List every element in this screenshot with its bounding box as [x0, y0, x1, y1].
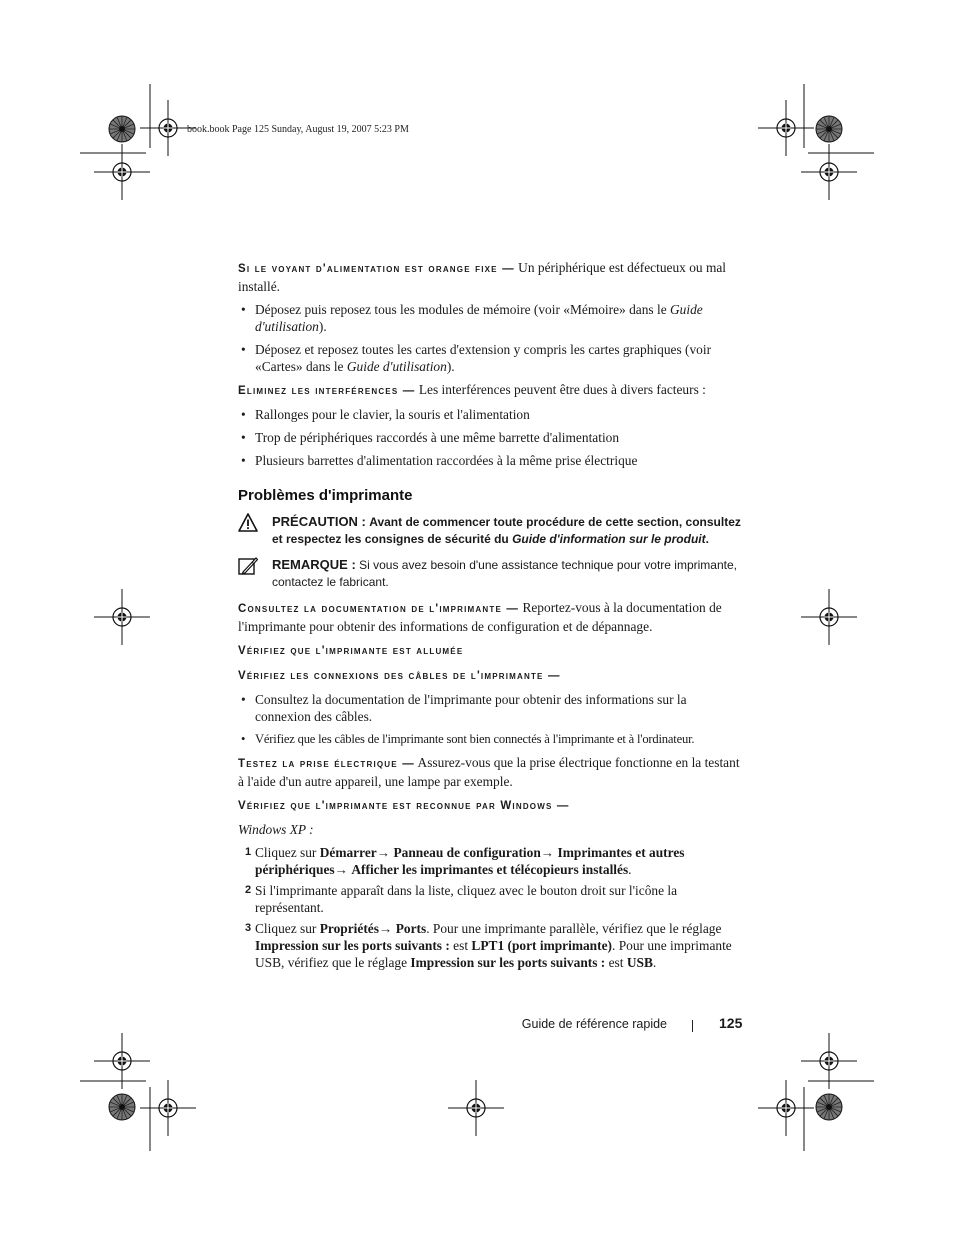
section-title: Problèmes d'imprimante	[238, 487, 413, 504]
page-body	[238, 259, 743, 975]
interference-list	[238, 406, 743, 469]
caution-notice: PRÉCAUTION : Avant de commencer toute procédure de cette section, consultez et respectez les consignes de sécurité du Guide d'information sur le produit.	[238, 513, 743, 548]
test-outlet-paragraph: Testez la prise électrique — Assurez-vous que la prise électrique fonctionne en la testant à l'aide d'un autre appareil, une lampe par exemple.	[238, 755, 740, 789]
windows-steps	[238, 844, 743, 971]
windows-paragraph	[238, 796, 743, 815]
check-cables-heading: Vérifiez les connexions des câbles de l'imprimante —	[238, 670, 561, 682]
os-label: Windows XP :	[238, 822, 314, 837]
list-item: • Déposez puis reposez tous les modules de mémoire (voir «Mémoire» dans le Guide d'utilisation).	[238, 301, 743, 335]
consult-heading: Consultez la documentation de l'imprimante —	[238, 603, 520, 615]
step-item: 3 Cliquez sur Propriétés→ Ports. Pour une imprimante parallèle, vérifiez que le réglage Impression sur les ports suivants : est LPT1 (port imprimante). Pour une imprimante USB, vérifiez que le réglage Impression sur les ports suivants : est USB.	[245, 921, 732, 970]
power-light-paragraph: Si le voyant d'alimentation est orange fixe — Un périphérique est défectueux ou mal installé.	[238, 260, 727, 294]
print-header: book.book Page 125 Sunday, August 19, 2007 5:23 PM	[187, 124, 409, 135]
interference-paragraph: Eliminez les interférences — Les interférences peuvent être dues à divers facteurs :	[238, 382, 706, 397]
interference-heading: Eliminez les interférences —	[238, 385, 416, 397]
pencil-note-icon	[238, 556, 258, 576]
check-on-heading: Vérifiez que l'imprimante est allumée	[238, 645, 464, 657]
footer-guide-title: Guide de référence rapide	[521, 1017, 667, 1031]
windows-heading: Vérifiez que l'imprimante est reconnue par Windows —	[238, 800, 570, 812]
note-notice: REMARQUE : Si vous avez besoin d'une assistance technique pour votre imprimante, contactez le fabricant.	[238, 556, 743, 591]
list-item: • Déposez et reposez toutes les cartes d'extension y compris les cartes graphiques (voir «Cartes» dans le Guide d'utilisation).	[238, 341, 743, 375]
list-item: • Trop de périphériques raccordés à une même barrette d'alimentation	[238, 429, 743, 446]
list-item: • Vérifiez que les câbles de l'imprimante sont bien connectés à l'imprimante et à l'ordinateur.	[238, 731, 743, 748]
consult-paragraph: Consultez la documentation de l'imprimante — Reportez-vous à la documentation de l'imprimante pour obtenir des informations de configuration et de dépannage.	[238, 600, 722, 634]
check-cables-list	[238, 691, 743, 748]
page-number: 125	[719, 1015, 743, 1031]
list-item: • Rallonges pour le clavier, la souris et l'alimentation	[238, 406, 743, 423]
step-item: 2 Si l'imprimante apparaît dans la liste, cliquez avec le bouton droit sur l'icône la représentant.	[245, 883, 678, 915]
test-outlet-heading: Testez la prise électrique —	[238, 758, 415, 770]
list-item: • Consultez la documentation de l'imprimante pour obtenir des informations sur la connexion des câbles.	[238, 691, 743, 725]
step-item: 1 Cliquez sur Démarrer→ Panneau de configuration→ Imprimantes et autres périphériques→ Afficher les imprimantes et télécopieurs installés.	[245, 845, 685, 877]
power-light-list	[238, 301, 743, 375]
warning-triangle-icon	[238, 513, 258, 533]
check-cables-paragraph	[238, 666, 743, 685]
footer-separator	[692, 1020, 693, 1032]
power-light-heading: Si le voyant d'alimentation est orange fixe —	[238, 263, 515, 275]
check-on-paragraph	[238, 641, 743, 660]
list-item: • Plusieurs barrettes d'alimentation raccordées à la même prise électrique	[238, 452, 743, 469]
